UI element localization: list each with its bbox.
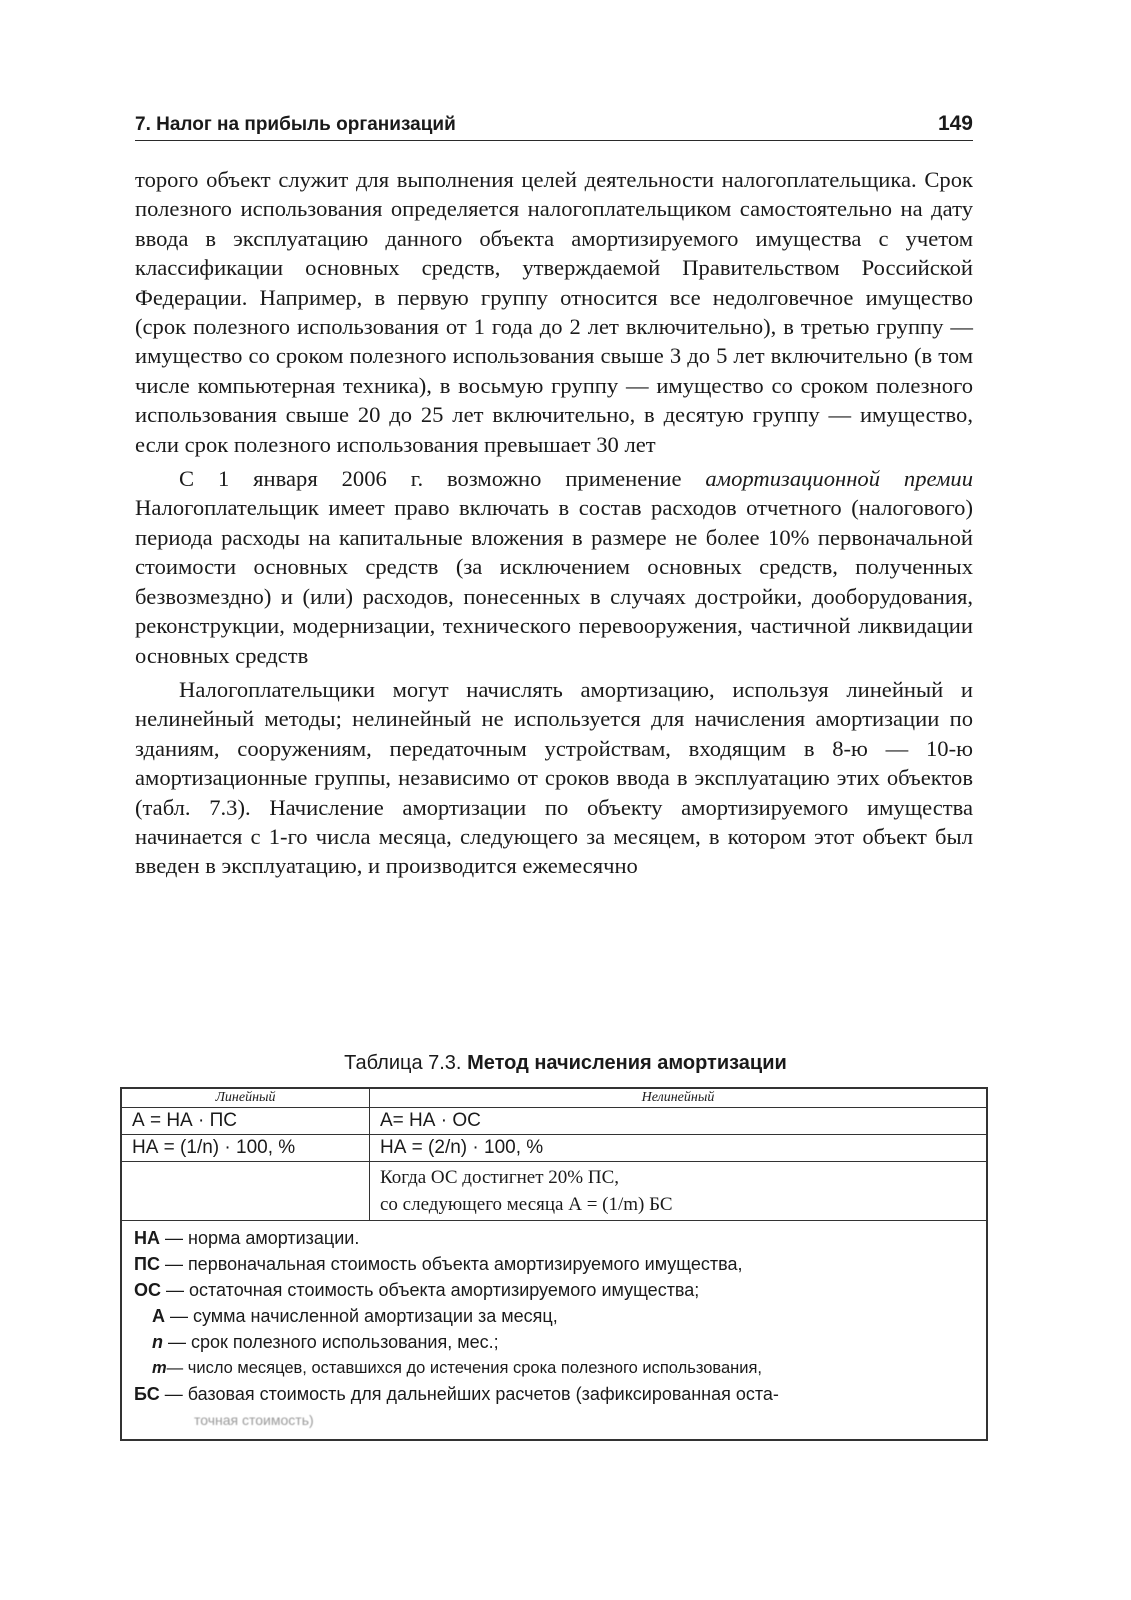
legend-item	[134, 1355, 974, 1381]
legend-item	[134, 1329, 974, 1355]
paragraph-1: торого объект служит для выполнения целей деятельности налогоплательщика. Срок полезного использования определяется налогоплательщиком самостоятельно на дату ввода в эксплуатацию данного объекта амортизируемого имущества с учетом классификации основных средств, утверждаемой Правительством Российской Федерации. Например, в первую группу относится все недолговечное имущество (срок полезного использования от 1 года до 2 лет включительно), в третью группу — имущество со сроком полезного использования свыше 3 до 5 лет включительно (в том числе компьютерная техника), в восьмую группу — имущество со сроком полезного использования свыше 20 до 25 лет включительно, в десятую группу — имущество, если срок полезного использования превышает 30 лет	[135, 167, 973, 457]
paragraph-2-emphasis: амортизационной премии	[705, 466, 973, 492]
cell-linear-rate: НА = (1/n) · 100, %	[122, 1135, 370, 1161]
table-caption	[0, 1052, 1131, 1075]
legend-text: — срок полезного использования, мес.;	[163, 1332, 499, 1352]
legend-item	[134, 1277, 974, 1303]
cell-nonlinear-rule	[370, 1162, 986, 1220]
table-legend	[122, 1221, 986, 1439]
rule-line-1: Когда ОС достигнет 20% ПС,	[380, 1167, 620, 1188]
running-head	[135, 112, 973, 141]
legend-text: — базовая стоимость для дальнейших расчетов (зафиксированная оста-	[159, 1384, 779, 1404]
table-header-row	[122, 1089, 986, 1108]
rule-line-2: со следующего месяца А = (1/m) БС	[380, 1194, 673, 1215]
legend-symbol: ОС	[134, 1280, 161, 1300]
cell-linear-formula: А = НА · ПС	[122, 1108, 370, 1134]
legend-item	[134, 1251, 974, 1277]
paragraph-2-rest: Налогоплательщик имеет право включать в состав расходов отчетного (налогового) периода расходы на капитальные вложения в размере не более 10% первоначальной стоимости основных средств (за исключением основных средств, полученных безвозмездно) и (или) расходов, понесенных в случаях достройки, дооборудования, реконструкции, модернизации, технического перевооружения, частичной ликвидации основных средств	[135, 495, 973, 668]
legend-text: — норма амортизации.	[160, 1228, 360, 1248]
cell-nonlinear-rate: НА = (2/n) · 100, %	[380, 1137, 544, 1158]
chapter-title: 7. Налог на прибыль организаций	[135, 114, 456, 135]
page-number: 149	[937, 112, 973, 135]
legend-symbol: А	[152, 1306, 165, 1326]
legend-item	[134, 1303, 974, 1329]
table-row	[122, 1162, 986, 1221]
paragraph-2	[135, 464, 973, 670]
legend-text: — остаточная стоимость объекта амортизируемого имущества;	[161, 1280, 700, 1300]
paragraph-3: Налогоплательщики могут начислять амортизацию, используя линейный и нелинейный методы; нелинейный не используется для начисления амортизации по зданиям, сооружениям, передаточным устройствам, входящим в 8-ю — 10-ю амортизационные группы, независимо от сроков ввода в эксплуатацию этих объектов (табл. 7.3). Начисление амортизации по объекту амортизируемого имущества начинается с 1-го числа месяца, следующего за месяцем, в котором этот объект был введен в эксплуатацию, и производится ежемесячно	[135, 676, 973, 879]
legend-tail: точная стоимость)	[194, 1412, 314, 1428]
table-row	[122, 1135, 986, 1162]
paragraph-2-start: С 1 января 2006 г. возможно применение	[179, 466, 706, 492]
legend-symbol: НА	[134, 1228, 160, 1248]
depreciation-table	[120, 1087, 988, 1441]
table-number: Таблица 7.3.	[344, 1052, 462, 1074]
legend-item	[134, 1225, 974, 1251]
legend-text: — первоначальная стоимость объекта амортизируемого имущества,	[159, 1254, 743, 1274]
cell-linear-empty	[122, 1162, 370, 1220]
legend-text: — сумма начисленной амортизации за месяц,	[165, 1306, 558, 1326]
legend-symbol: m	[152, 1359, 167, 1377]
table-row	[122, 1108, 986, 1135]
legend-text: — число месяцев, оставшихся до истечения срока полезного использования,	[166, 1359, 762, 1377]
table-title: Метод начисления амортизации	[467, 1052, 787, 1074]
legend-symbol: ПС	[134, 1254, 160, 1274]
legend-item	[134, 1381, 974, 1407]
col-header-nonlinear: Нелинейный	[641, 1090, 715, 1105]
legend-symbol: n	[152, 1332, 163, 1352]
cell-nonlinear-formula: А= НА · ОС	[380, 1110, 481, 1131]
col-header-linear: Линейный	[122, 1089, 370, 1107]
body-text	[135, 165, 973, 886]
legend-symbol: БС	[134, 1384, 160, 1404]
